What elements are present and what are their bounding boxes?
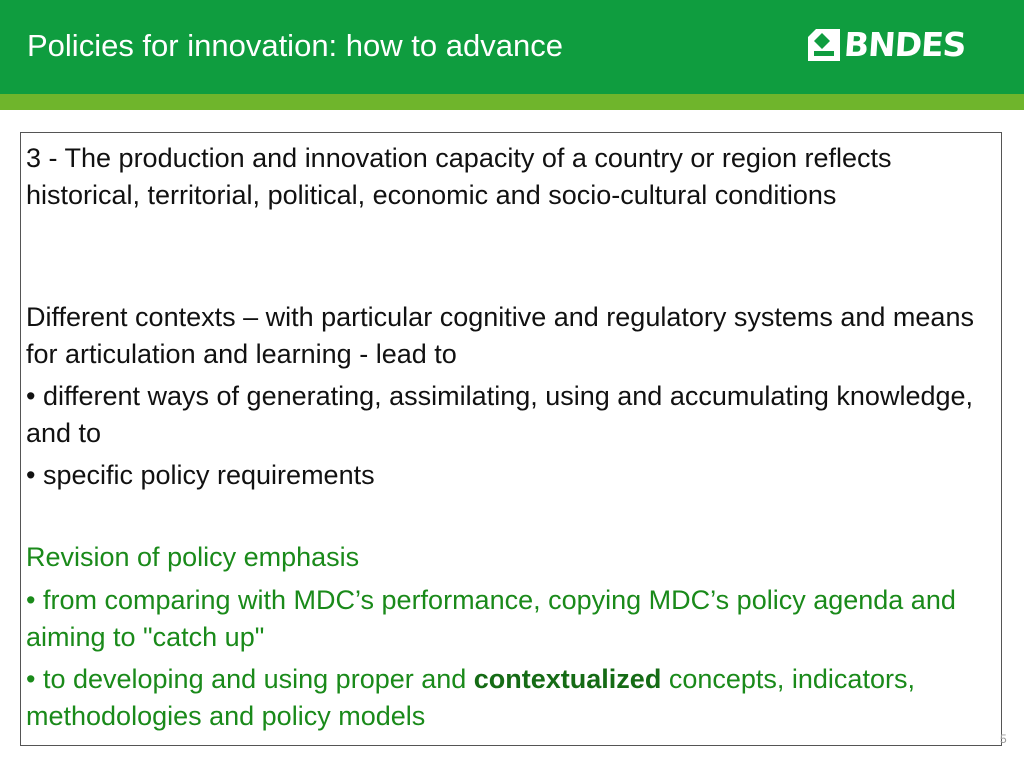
bullet-different-ways: • different ways of generating, assimilating, using and accumulating knowledge, and to [26,381,974,448]
bullet-to-developing-pre: • to developing and using proper and [26,664,474,694]
heading-revision-of-policy: Revision of policy emphasis [26,542,360,572]
header-stripe [0,94,1024,110]
bullet-to-developing-post: concepts, indicators, methodologies and policy models [26,664,915,731]
paragraph-different-contexts: Different contexts – with particular cognitive and regulatory systems and means for articulation and learning - lead to [26,302,974,369]
paragraph-production-capacity: 3 - The production and innovation capacity of a country or region reflects historical, territorial, political, economic and socio-cultural conditions [26,143,892,210]
bullet-specific-requirements: • specific policy requirements [26,460,375,490]
slide-title: Policies for innovation: how to advance [27,28,563,63]
contextualized-emphasis: contextualized [473,664,662,694]
bullet-to-developing [26,661,976,735]
bndes-logo-icon [808,29,840,61]
page-number: 5 [1000,732,1007,746]
logo-text: BNDES [842,25,967,64]
bndes-logo [808,25,967,64]
bullet-from-comparing: • from comparing with MDC’s performance, copying MDC’s policy agenda and aiming to "catch up" [26,585,956,652]
